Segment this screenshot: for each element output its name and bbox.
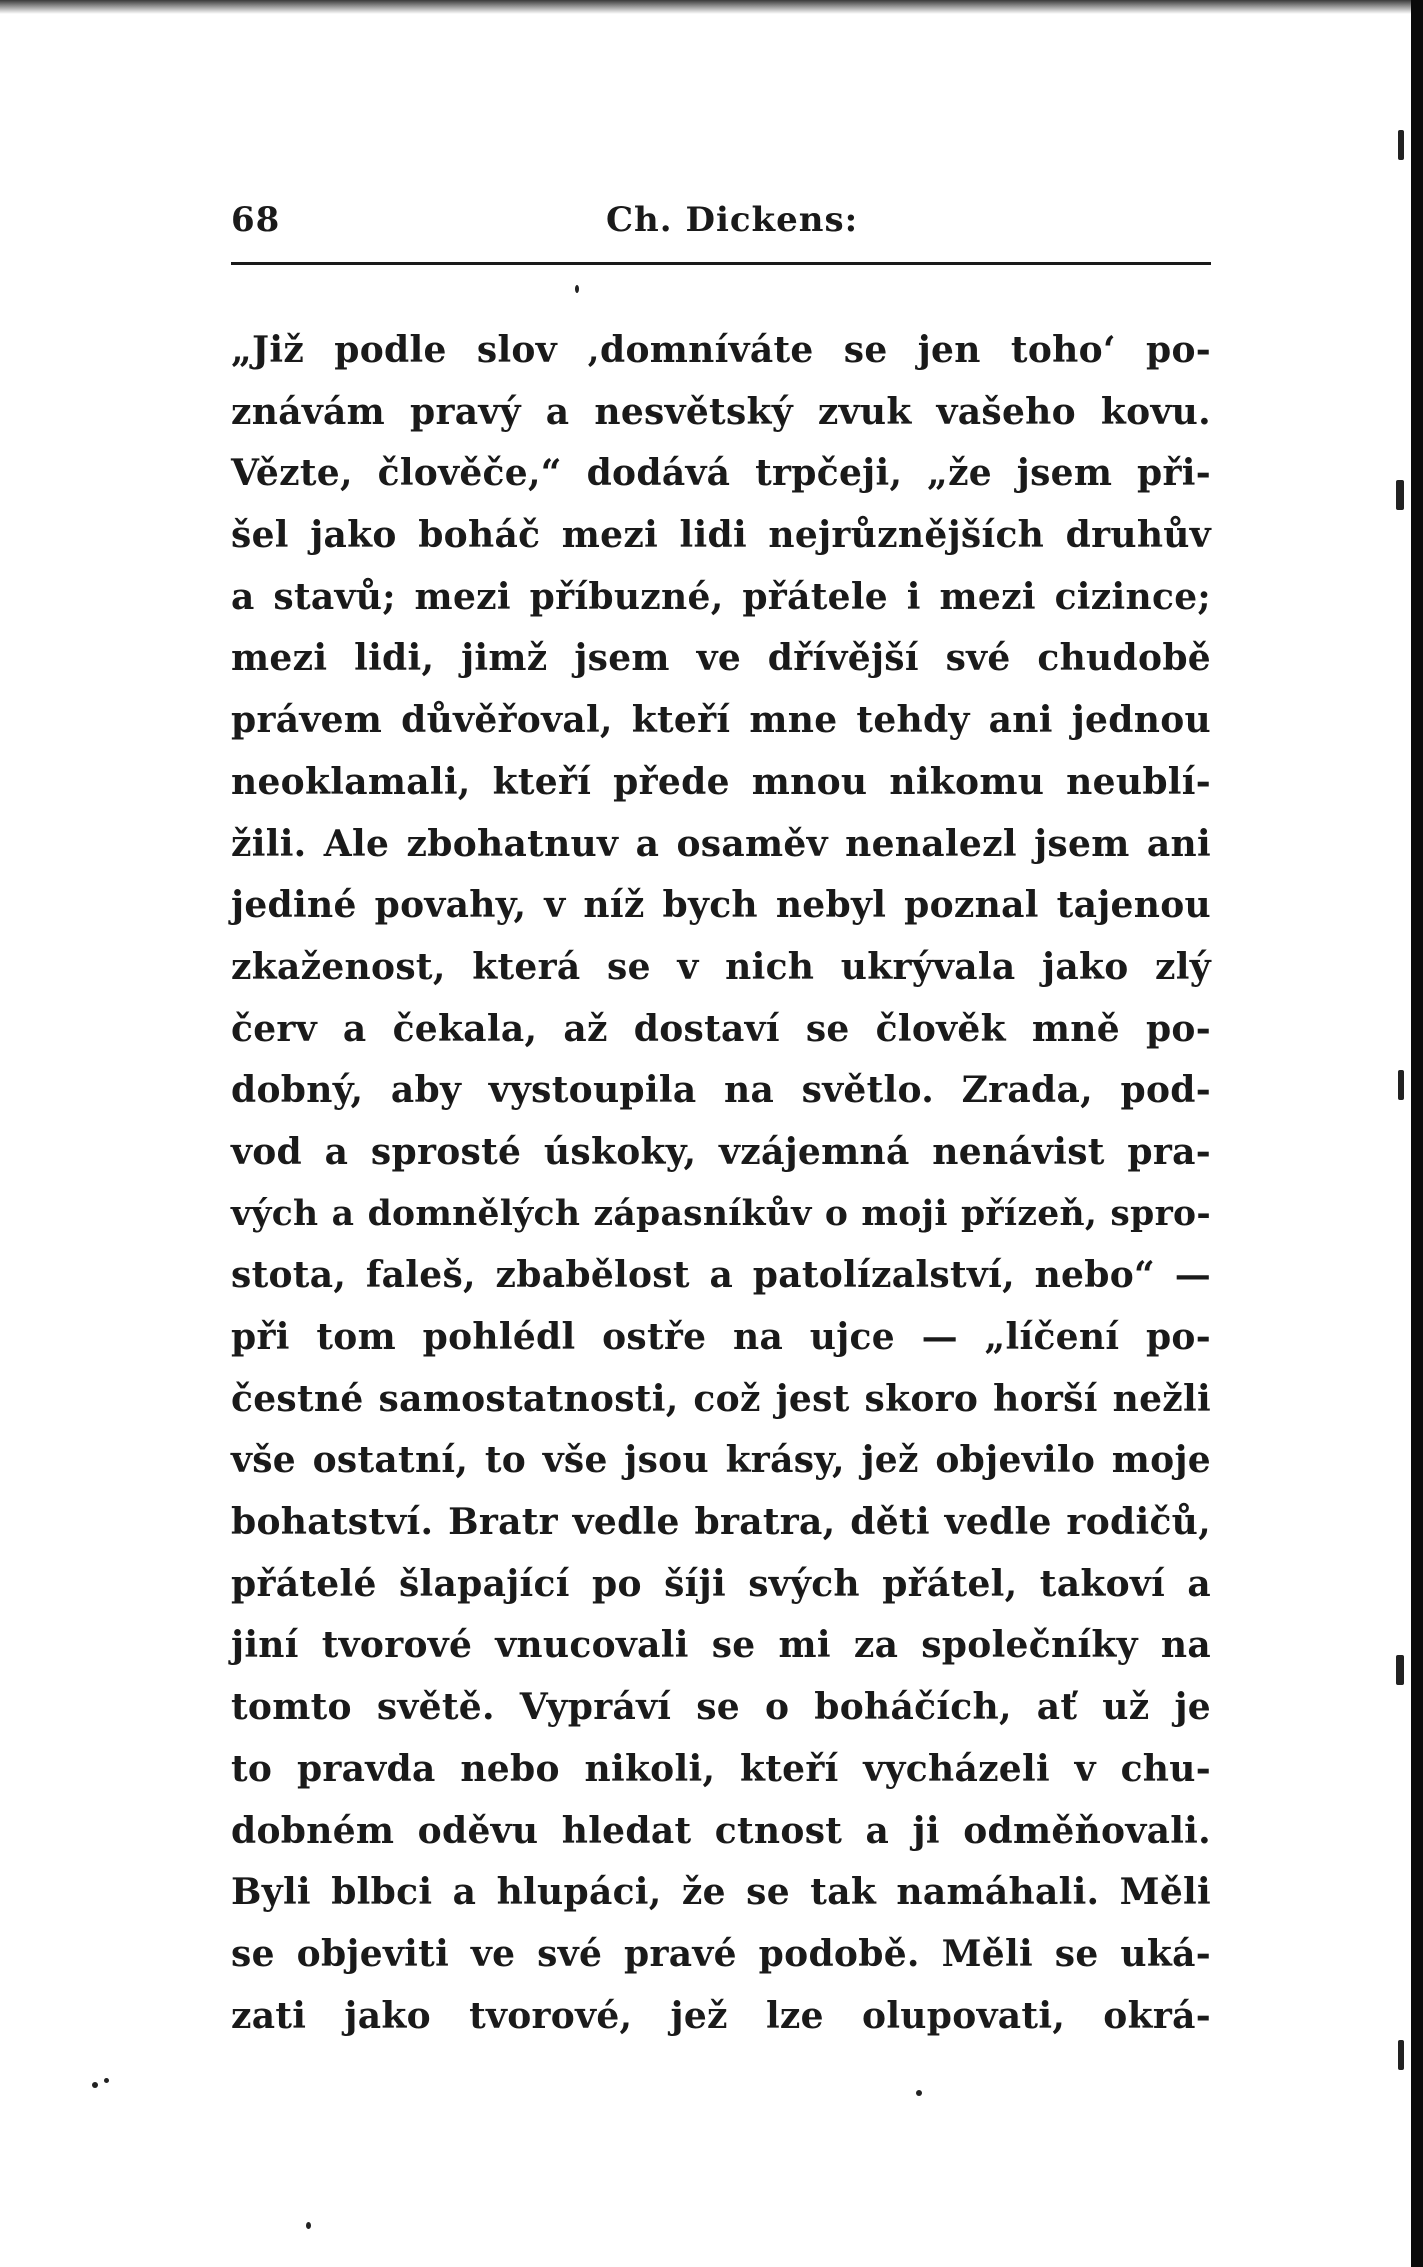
text-line: Byli blbci a hlupáci, že se tak namáhali. Měli: [231, 1871, 1211, 1914]
text-line: čestné samostatnosti, což jest skoro horší nežli: [231, 1377, 1211, 1420]
scan-top-edge: [0, 0, 1423, 14]
scan-speck: [1398, 2040, 1404, 2070]
text-line: to pravda nebo nikoli, kteří vycházeli v chu-: [231, 1747, 1211, 1790]
text-line: znávám pravý a nesvětský zvuk vašeho kovu.: [231, 390, 1211, 433]
text-line: červ a čekala, až dostaví se člověk mně po-: [231, 1007, 1211, 1050]
text-line: žili. Ale zbohatnuv a osaměv nenalezl jsem ani: [231, 822, 1211, 865]
text-line: „Již podle slov ‚domníváte se jen toho‘ po-: [231, 329, 1211, 371]
scan-speck: [104, 2078, 109, 2083]
running-head: Ch. Dickens:: [606, 200, 859, 240]
text-line: bohatství. Bratr vedle bratra, děti vedle rodičů,: [231, 1501, 1211, 1544]
scan-speck: [1398, 1070, 1404, 1100]
header-rule: [231, 262, 1211, 265]
page-header: [231, 200, 1211, 250]
scan-speck: [92, 2082, 98, 2088]
text-line: dobném oděvu hledat ctnost a ji odměňovali.: [231, 1809, 1211, 1852]
text-line: právem důvěřoval, kteří mne tehdy ani jednou: [231, 699, 1211, 742]
text-line: při tom pohlédl ostře na ujce — „líčení po-: [231, 1316, 1211, 1358]
scan-speck: [916, 2090, 922, 2096]
text-line: jiní tvorové vnucovali se mi za společníky na: [231, 1624, 1211, 1667]
text-line: dobný, aby vystoupila na světlo. Zrada, pod-: [231, 1069, 1211, 1112]
text-line: mezi lidi, jimž jsem ve dřívější své chudobě: [231, 637, 1211, 680]
body-text: [231, 320, 1211, 2047]
scan-speck: [575, 285, 579, 293]
text-line: tomto světě. Vypráví se o boháčích, ať už je: [231, 1686, 1211, 1729]
text-line: jediné povahy, v níž bych nebyl poznal tajenou: [231, 884, 1211, 927]
text-line: šel jako boháč mezi lidi nejrůznějších druhův: [231, 514, 1211, 557]
scan-speck: [1396, 1655, 1404, 1685]
text-line: vše ostatní, to vše jsou krásy, jež objevilo moje: [231, 1439, 1211, 1482]
text-line: zkaženost, která se v nich ukrývala jako zlý: [231, 945, 1211, 988]
text-line: a stavů; mezi příbuzné, přátele i mezi cizince;: [231, 575, 1211, 618]
scan-speck: [1396, 480, 1404, 510]
scan-page-edge: [1411, 0, 1423, 2267]
text-line: zati jako tvorové, jež lze olupovati, okrá-: [231, 1994, 1211, 2037]
scan-speck: [306, 2222, 311, 2229]
page-number: 68: [231, 200, 281, 240]
text-line: neoklamali, kteří přede mnou nikomu neublí-: [231, 760, 1211, 803]
text-line: se objeviti ve své pravé podobě. Měli se uká-: [231, 1932, 1211, 1975]
scan-speck: [1398, 130, 1404, 160]
text-line: Vězte, člověče,“ dodává trpčeji, „že jsem při-: [231, 452, 1211, 495]
text-line: stota, faleš, zbabělost a patolízalství, nebo“ —: [231, 1254, 1211, 1297]
text-line: vých a domnělých zápasníkův o moji přízeň, spro-: [231, 1193, 1211, 1234]
text-line: přátelé šlapající po šíji svých přátel, takoví a: [231, 1562, 1211, 1605]
text-line: vod a sprosté úskoky, vzájemná nenávist pra-: [231, 1130, 1211, 1173]
